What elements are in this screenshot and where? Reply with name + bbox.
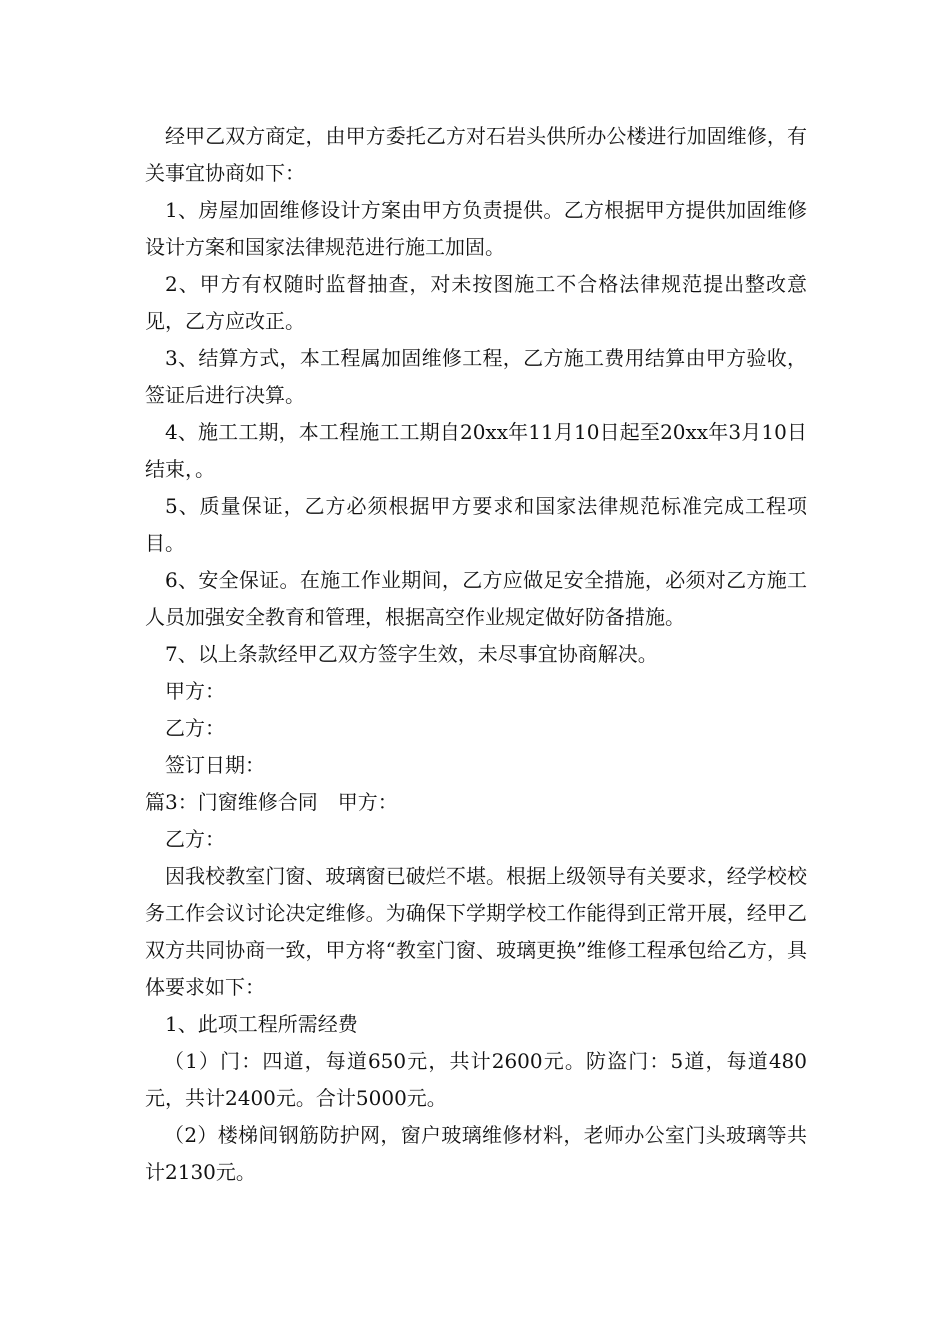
section-heading: 篇3：门窗维修合同 甲方： [145,790,398,814]
paragraph-clause-6: 6、安全保证。在施工作业期间，乙方应做足安全措施，必须对乙方施工人员加强安全教育和管理，根据高空作业规定做好防备措施。 [145,568,807,629]
paragraph-funding-item-1: （1）门：四道，每道650元，共计2600元。防盗门：5道，每道480元，共计2400元。合计5000元。 [145,1049,807,1110]
paragraph-funding-title: 1、此项工程所需经费 [165,1012,358,1036]
paragraph-clause-3: 3、结算方式，本工程属加固维修工程，乙方施工费用结算由甲方验收，签证后进行决算。 [145,346,807,407]
paragraph-intro: 经甲乙双方商定，由甲方委托乙方对石岩头供所办公楼进行加固维修，有关事宜协商如下： [145,124,807,185]
paragraph-clause-1: 1、房屋加固维修设计方案由甲方负责提供。乙方根据甲方提供加固维修设计方案和国家法律规范进行施工加固。 [145,198,807,259]
document-body [145,118,807,1191]
signature-party-a: 甲方： [165,679,225,703]
paragraph-background: 因我校教室门窗、玻璃窗已破烂不堪。根据上级领导有关要求，经学校校务工作会议讨论决定维修。为确保下学期学校工作能得到正常开展，经甲乙双方共同协商一致，甲方将“教室门窗、玻璃更换”维修工程承包给乙方，具体要求如下： [145,864,807,999]
paragraph-funding-item-2: （2）楼梯间钢筋防护网，窗户玻璃维修材料，老师办公室门头玻璃等共计2130元。 [145,1123,807,1184]
section-party-b: 乙方： [165,827,225,851]
signature-party-b: 乙方： [165,716,225,740]
paragraph-clause-5: 5、质量保证，乙方必须根据甲方要求和国家法律规范标准完成工程项目。 [145,494,807,555]
paragraph-clause-7: 7、以上条款经甲乙双方签字生效，未尽事宜协商解决。 [165,642,658,666]
paragraph-clause-4: 4、施工工期，本工程施工工期自20xx年11月10日起至20xx年3月10日结束，。 [145,420,807,481]
signature-date: 签订日期： [165,753,265,777]
paragraph-clause-2: 2、甲方有权随时监督抽查，对未按图施工不合格法律规范提出整改意见，乙方应改正。 [145,272,807,333]
